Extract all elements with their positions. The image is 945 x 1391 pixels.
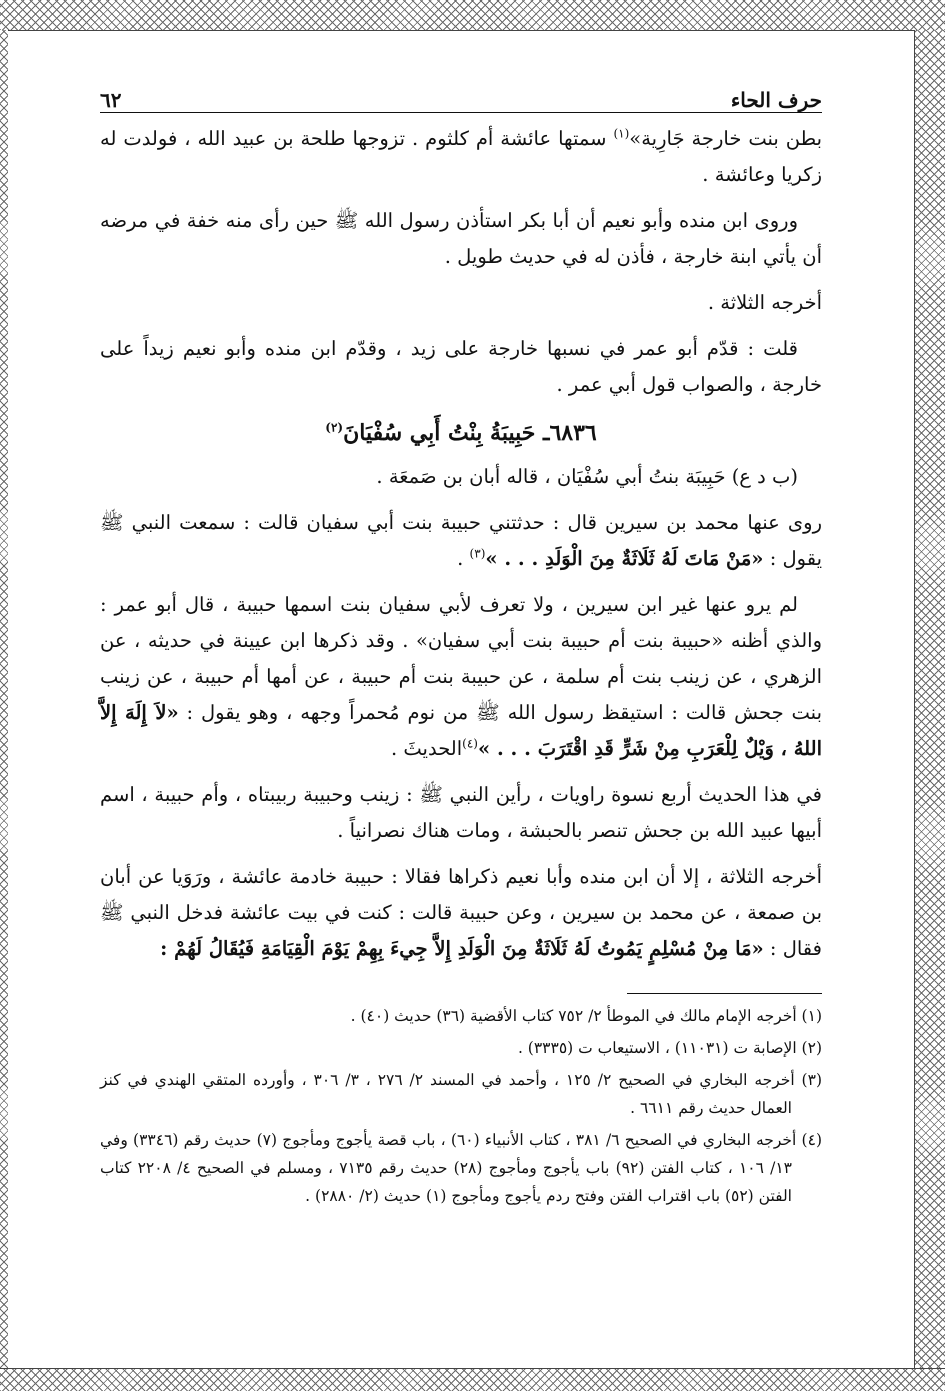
paragraph: وروى ابن منده وأبو نعيم أن أبا بكر استأذن رسول الله ﷺ حين رأى منه خفة في مرضه أن يأتي ابنة خارجة ، فأذن له في حديث طويل . bbox=[100, 209, 822, 268]
decorative-border-left bbox=[0, 30, 8, 1369]
footnote: (١) أخرجه الإمام مالك في الموطأ ٢/ ٧٥٢ كتاب الأقضية (٣٦) حديث (٤٠) . bbox=[350, 1007, 822, 1025]
footnote-ref: (٤) bbox=[462, 736, 478, 751]
paragraph: قلت : قدّم أبو عمر في نسبها خارجة على زيد ، وقدّم ابن منده وأبو نعيم زيداً على خارجة ، والصواب قول أبي عمر . bbox=[100, 337, 822, 396]
footnote: (٢) الإصابة ت (١١٠٣١) ، الاستيعاب ت (٣٣٣٥) . bbox=[517, 1039, 822, 1057]
paragraph: (ب د ع) حَبِيبَة بنتُ أبي سُفْيَان ، قاله أبان بن صَمعَة . bbox=[376, 465, 798, 488]
paragraph: بطن بنت خارجة جَارِية»$^{(١)}$ سمتها عائشة أم كلثوم . تزوجها طلحة بن عبيد الله ، فولدت له زكريا وعائشة . bbox=[100, 126, 822, 186]
entry-heading: ٦٨٣٦ـ حَبِيبَةُ بِنْتُ أَبِي سُفْيَانَ$^{(٢)}$ bbox=[325, 420, 597, 446]
hadith-quote: «لاَ إِلَهَ إِلاَّ اللهُ ، وَيْلٌ لِلْعَرَبِ مِنْ شَرٍّ قَدِ اقْتَرَبَ . . . » bbox=[100, 701, 822, 760]
footnote-separator bbox=[627, 993, 822, 994]
page-header bbox=[100, 78, 822, 113]
main-text bbox=[100, 121, 822, 967]
decorative-border-bottom bbox=[0, 1368, 945, 1391]
footnote-ref: (٢) bbox=[325, 420, 344, 435]
page-number: ٦٢ bbox=[100, 88, 122, 112]
paragraph: لم يرو عنها غير ابن سيرين ، ولا تعرف لأبي سفيان بنت اسمها حبيبة ، قال أبو عمر : والذي أظنه «حبيبة بنت أم حبيبة بنت أبي سفيان» . وقد ذكرها ابن عيينة في حديثه ، عن الزهري ، عن زينب بنت أم سلمة ، عن حبيبة بنت أم حبيبة ، عن أمها أم حبيبة ، عن زينب بنت جحش قالت : استيقظ رسول الله ﷺ من نوم مُحمراً وجهه ، وهو يقول : «لاَ إِلَهَ إِلاَّ اللهُ ، وَيْلٌ لِلْعَرَبِ مِنْ شَرٍّ قَدِ اقْتَرَبَ . . . »$^{(٤)}$الحديثَ . bbox=[100, 593, 822, 760]
book-page bbox=[100, 78, 822, 1348]
decorative-border-top bbox=[0, 0, 945, 31]
footnotes bbox=[100, 1002, 822, 1210]
footnote: (٤) أخرجه البخاري في الصحيح ٦/ ٣٨١ ، كتاب الأنبياء (٦٠) ، باب قصة يأجوج ومأجوج (٧) حديث رقم (٣٣٤٦) وفي ١٣/ ١٠٦ ، كتاب الفتن (٩٢) باب يأجوج ومأجوج (٢٨) حديث رقم ٧١٣٥ ، ومسلم في الصحيح ٤/ ٢٢٠٨ كتاب الفتن (٥٢) باب اقتراب الفتن وفتح ردم يأجوج ومأجوج (١) حديث (٢/ ٢٨٨٠) . bbox=[100, 1131, 822, 1205]
paragraph: روى عنها محمد بن سيرين قال : حدثتني حبيبة بنت أبي سفيان قالت : سمعت النبي ﷺ يقول : «مَنْ مَاتَ لَهُ ثَلَاثَةٌ مِنَ الْوَلَدِ . . . »$^{(٣)}$ . bbox=[100, 511, 822, 570]
footnote-ref: (٣) bbox=[469, 546, 486, 561]
hadith-quote: «مَنْ مَاتَ لَهُ ثَلَاثَةٌ مِنَ الْوَلَدِ . . . » bbox=[485, 547, 764, 570]
decorative-border-right bbox=[914, 30, 945, 1369]
paragraph: أخرجه الثلاثة ، إلا أن ابن منده وأبا نعيم ذكراها فقالا : حبيبة خادمة عائشة ، ورَوَيا عن أبان بن صمعة ، عن محمد بن سيرين ، وعن حبيبة قالت : كنت في بيت عائشة فدخل النبي ﷺ فقال : «مَا مِنْ مُسْلِمٍ يَمُوتُ لَهُ ثَلَاثَةٌ مِنَ الْوَلَدِ إِلاَّ جِيءَ بِهِمْ يَوْمَ الْقِيَامَةِ فَيُقَالُ لَهُمْ : bbox=[100, 865, 822, 960]
footnote: (٣) أخرجه البخاري في الصحيح ٢/ ١٢٥ ، وأحمد في المسند ٢/ ٢٧٦ ، ٣/ ٣٠٦ ، وأورده المتقي الهندي في كنز العمال حديث رقم ٦٦١١ . bbox=[100, 1071, 822, 1117]
running-title: حرف الحاء bbox=[730, 88, 822, 112]
footnote-ref: (١) bbox=[613, 126, 630, 141]
paragraph: أخرجه الثلاثة . bbox=[707, 291, 822, 314]
hadith-quote: «مَا مِنْ مُسْلِمٍ يَمُوتُ لَهُ ثَلَاثَةٌ مِنَ الْوَلَدِ إِلاَّ جِيءَ بِهِمْ يَوْمَ الْقِيَامَةِ فَيُقَالُ لَهُمْ : bbox=[160, 937, 764, 960]
paragraph: في هذا الحديث أربع نسوة راويات ، رأين النبي ﷺ : زينب وحبيبة ربيبتاه ، وأم حبيبة ، اسم أبيها عبيد الله بن جحش تنصر بالحبشة ، ومات هناك نصرانياً . bbox=[100, 783, 822, 842]
